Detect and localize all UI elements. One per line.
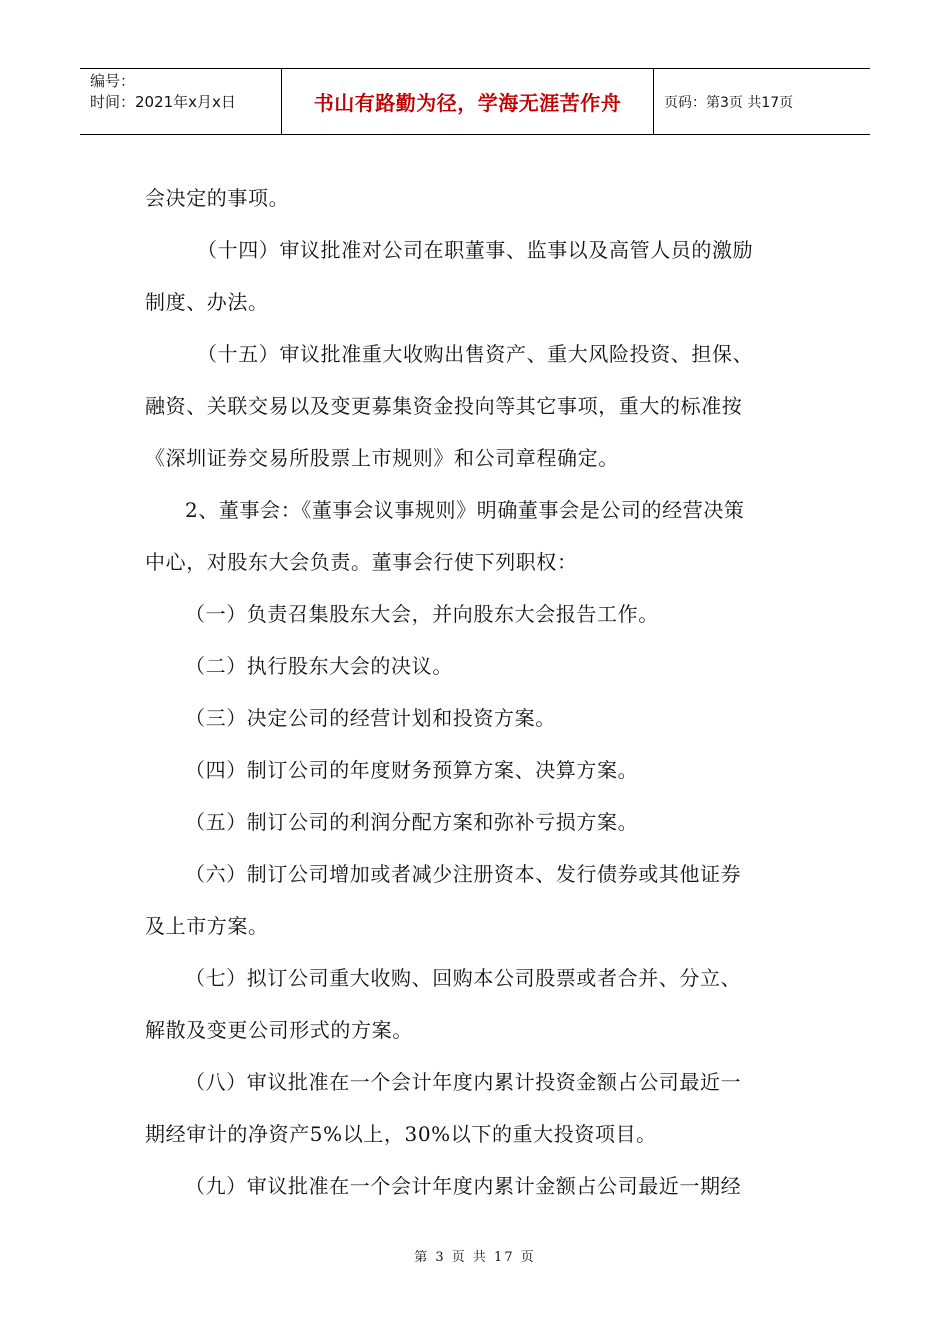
page-header <box>80 68 870 135</box>
text-line: 制度、办法。 <box>145 290 269 314</box>
text-line: 融资、关联交易以及变更募集资金投向等其它事项，重大的标准按 <box>145 394 743 418</box>
text-line: 及上市方案。 <box>145 914 269 938</box>
time-label: 时间：2021年x月x日 <box>90 93 236 111</box>
text-line: 期经审计的净资产5%以上，30%以下的重大投资项目。 <box>145 1122 657 1146</box>
text-line: 中心，对股东大会负责。董事会行使下列职权： <box>145 550 578 574</box>
text-line: 解散及变更公司形式的方案。 <box>145 1018 413 1042</box>
text-line: （七）拟订公司重大收购、回购本公司股票或者合并、分立、 <box>185 966 742 990</box>
text-line: 会决定的事项。 <box>145 186 290 210</box>
text-line: （五）制订公司的利润分配方案和弥补亏损方案。 <box>185 810 639 834</box>
header-meta <box>80 69 282 134</box>
text-line: （十五）审议批准重大收购出售资产、重大风险投资、担保、 <box>197 342 754 366</box>
text-line: 2、董事会：《董事会议事规则》明确董事会是公司的经营决策 <box>185 498 745 522</box>
text-line: （十四）审议批准对公司在职董事、监事以及高管人员的激励 <box>197 238 754 262</box>
text-line: （六）制订公司增加或者减少注册资本、发行债券或其他证券 <box>185 862 742 886</box>
number-label: 编号： <box>90 72 136 90</box>
text-line: （二）执行股东大会的决议。 <box>185 654 453 678</box>
text-line: （八）审议批准在一个会计年度内累计投资金额占公司最近一 <box>185 1070 742 1094</box>
document-body <box>145 172 813 1212</box>
header-page-info: 页码：第3页 共17页 <box>664 94 794 111</box>
header-motto: 书山有路勤为径，学海无涯苦作舟 <box>282 69 654 134</box>
text-line: （九）审议批准在一个会计年度内累计金额占公司最近一期经 <box>185 1174 742 1198</box>
text-line: 《深圳证券交易所股票上市规则》和公司章程确定。 <box>145 446 619 470</box>
page-footer: 第 3 页 共 17 页 <box>414 1250 536 1265</box>
text-line: （四）制订公司的年度财务预算方案、决算方案。 <box>185 758 639 782</box>
text-line: （三）决定公司的经营计划和投资方案。 <box>185 706 556 730</box>
text-line: （一）负责召集股东大会，并向股东大会报告工作。 <box>185 602 659 626</box>
